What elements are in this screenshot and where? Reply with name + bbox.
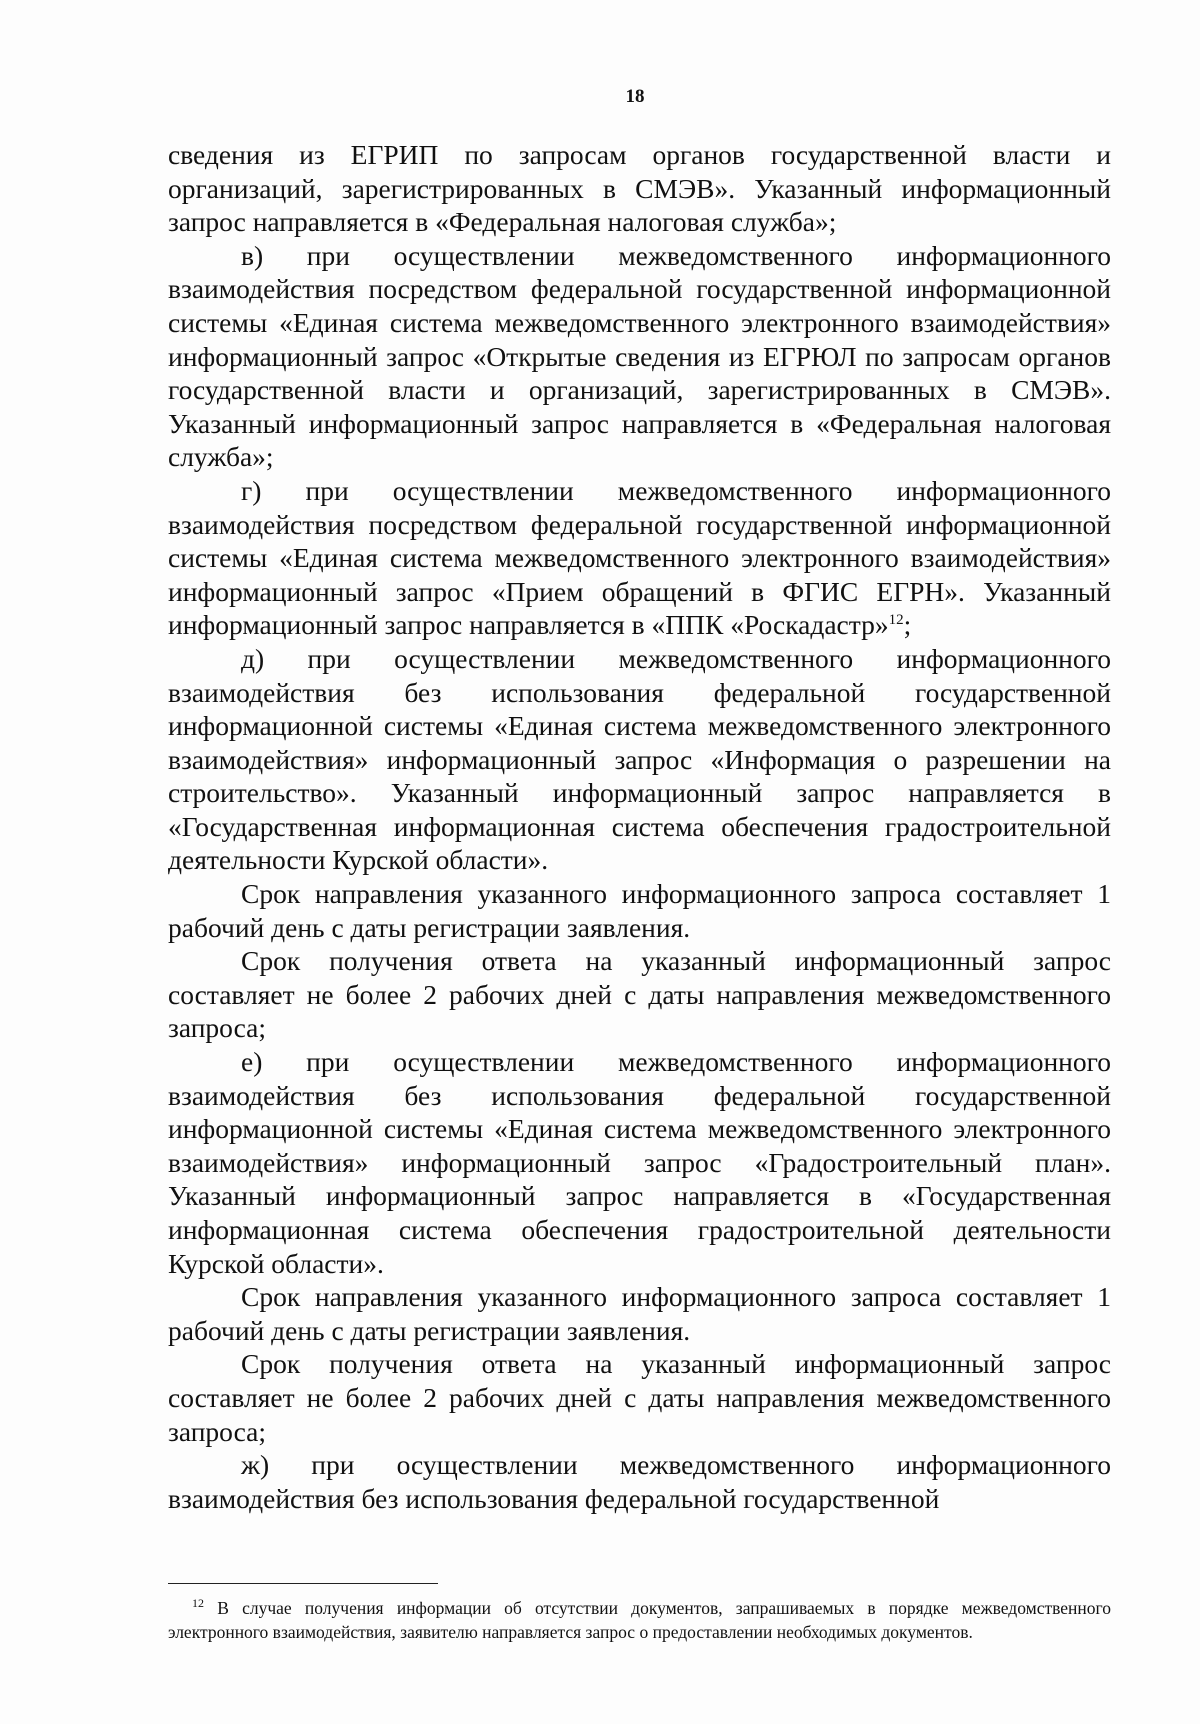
paragraph-item-zh: ж) при осуществлении межведомственного информационного взаимодействия без использования федеральной государственной xyxy=(168,1449,1111,1514)
paragraph-item-v: в) при осуществлении межведомственного информационного взаимодействия посредством федеральной государственной информационной системы «Единая система межведомственного электронного взаимодействия» информационный запрос «Открытые сведения из ЕГРЮЛ по запросам органов государственной власти и организаций, зарегистрированных в СМЭВ». Указанный информационный запрос направляется в «Федеральная налоговая служба»; xyxy=(168,239,1111,473)
paragraph-item-g-text: г) при осуществлении межведомственного информационного взаимодействия посредством федеральной государственной информационной системы «Единая система межведомственного электронного взаимодействия» информационный запрос «Прием обращений в ФГИС ЕГРН». Указанный информационный запрос направляется в «ППК «Роскадастр» xyxy=(168,474,1111,641)
paragraph-item-g xyxy=(168,474,1111,642)
paragraph-deadline-send: Срок направления указанного информационного запроса составляет 1 рабочий день с даты регистрации заявления. xyxy=(168,878,1111,943)
footnote xyxy=(168,1596,1111,1644)
paragraph-continued: сведения из ЕГРИП по запросам органов государственной власти и организаций, зарегистрированных в СМЭВ». Указанный информационный запрос направляется в «Федеральная налоговая служба»; xyxy=(168,139,1111,238)
footnote-marker: 12 xyxy=(192,1596,204,1611)
footnote-reference[interactable]: 12 xyxy=(888,612,904,629)
paragraph-item-d: д) при осуществлении межведомственного информационного взаимодействия без использования федеральной государственной информационной системы «Единая система межведомственного электронного взаимодействия» информационный запрос «Информация о разрешении на строительство». Указанный информационный запрос направляется в «Государственная информационная система обеспечения градостроительной деятельности Курской области». xyxy=(168,642,1111,876)
footnote-text: В случае получения информации об отсутствии документов, запрашиваемых в порядке межведомственного электронного взаимодействия, заявителю направляется запрос о предоставлении необходимых документов. xyxy=(168,1598,1112,1642)
document-body xyxy=(168,138,1111,1515)
paragraph-deadline-send-2: Срок направления указанного информационного запроса составляет 1 рабочий день с даты регистрации заявления. xyxy=(168,1281,1111,1346)
paragraph-item-e: е) при осуществлении межведомственного информационного взаимодействия без использования федеральной государственной информационной системы «Единая система межведомственного электронного взаимодействия» информационный запрос «Градостроительный план». Указанный информационный запрос направляется в «Государственная информационная система обеспечения градостроительной деятельности Курской области». xyxy=(168,1046,1111,1279)
paragraph-item-g-end: ; xyxy=(903,609,912,641)
paragraph-deadline-response: Срок получения ответа на указанный информационный запрос составляет не более 2 рабочих дней с даты направления межведомственного запроса; xyxy=(168,945,1111,1044)
paragraph-deadline-response-2: Срок получения ответа на указанный информационный запрос составляет не более 2 рабочих дней с даты направления межведомственного запроса; xyxy=(168,1348,1111,1447)
page-number: 18 xyxy=(625,86,645,107)
footnote-separator xyxy=(168,1583,438,1584)
